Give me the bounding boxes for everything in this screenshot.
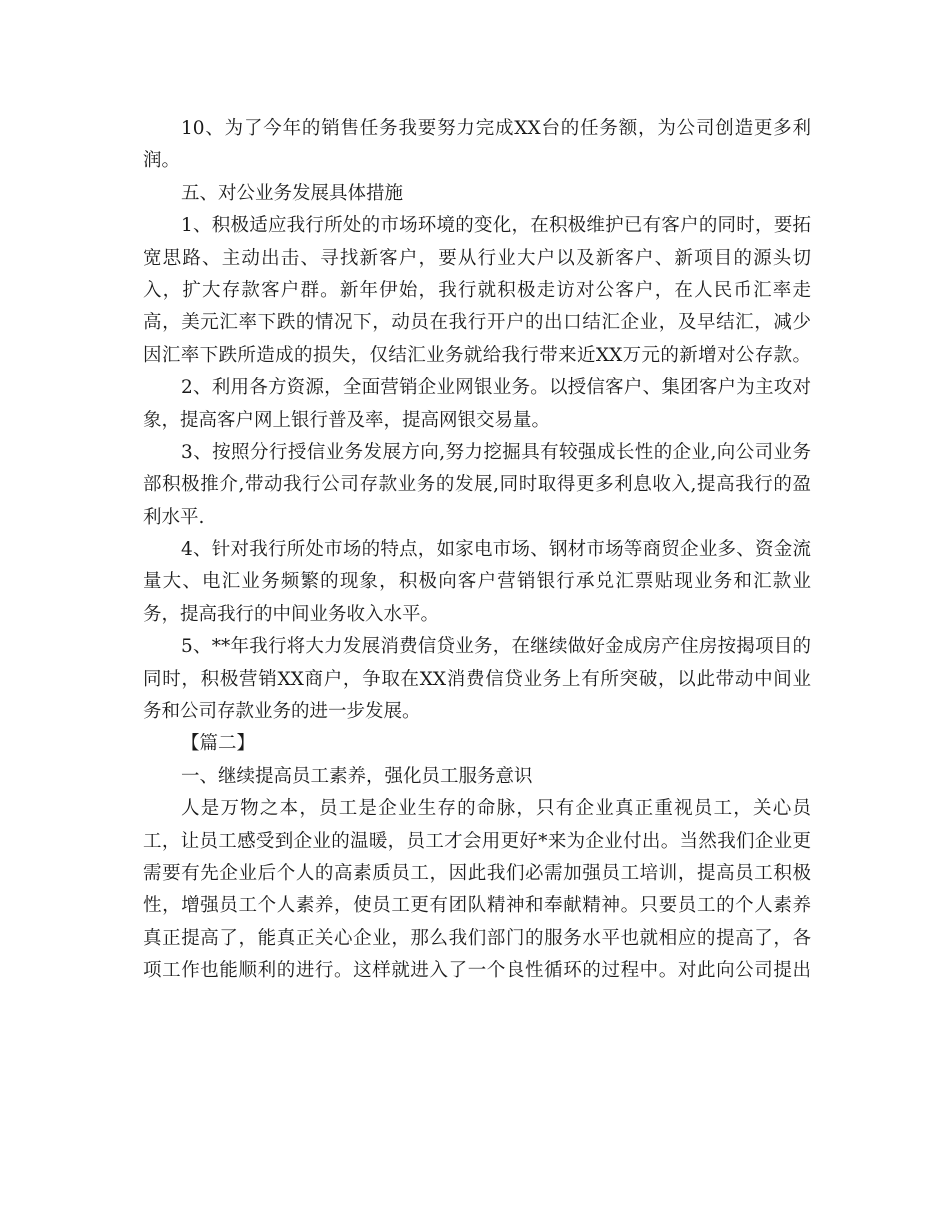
paragraph-line: 润。 [143,150,181,172]
paragraph-line: 同时，积极营销XX商户，争取在XX消费信贷业务上有所突破，以此带动中间业 [143,668,811,690]
paragraph-line: 工，让员工感受到企业的温暖，员工才会用更好*来为企业付出。当然我们企业更 [143,830,811,852]
paragraph-line: 真正提高了，能真正关心企业，那么我们部门的服务水平也就相应的提高了，各 [143,927,811,949]
paragraph-line: 因汇率下跌所造成的损失，仅结汇业务就给我行带来近XX万元的新增对公存款。 [143,344,811,366]
paragraph-line: 高，美元汇率下跌的情况下，动员在我行开户的出口结汇企业，及早结汇，减少 [143,312,811,334]
paragraph-line: 10、为了今年的销售任务我要努力完成XX台的任务额，为公司创造更多利 [181,118,811,139]
paragraph-line: 3、按照分行授信业务发展方向,努力挖掘具有较强成长性的企业,向公司业务 [181,441,811,463]
paragraph-line: 性，增强员工个人素养，使员工更有团队精神和奉献精神。只要员工的个人素养 [143,895,811,917]
paragraph-line: 5、**年我行将大力发展消费信贷业务，在继续做好金成房产住房按揭项目的 [181,636,811,658]
section-heading: 五、对公业务发展具体措施 [181,182,404,204]
section-heading: 一、继续提高员工素养，强化员工服务意识 [181,765,533,787]
paragraph-line: 需要有先企业后个人的高素质员工，因此我们必需加强员工培训，提高员工积极 [143,862,811,884]
paragraph-line: 象，提高客户网上银行普及率，提高网银交易量。 [143,409,551,431]
paragraph-line: 入，扩大存款客户群。新年伊始，我行就积极走访对公客户，在人民币汇率走 [143,279,811,301]
paragraph-line: 务，提高我行的中间业务收入水平。 [143,603,440,625]
paragraph-line: 部积极推介,带动我行公司存款业务的发展,同时取得更多利息收入,提高我行的盈 [143,474,811,496]
paragraph-line: 1、积极适应我行所处的市场环境的变化，在积极维护已有客户的同时，要拓 [181,215,811,237]
document-body [143,113,811,988]
paragraph-line: 宽思路、主动出击、寻找新客户，要从行业大户以及新客户、新项目的源头切 [143,247,811,269]
paragraph-line: 量大、电汇业务频繁的现象，积极向客户营销银行承兑汇票贴现业务和汇款业 [143,571,811,593]
paragraph-line: 务和公司存款业务的进一步发展。 [143,701,421,723]
paragraph-line: 2、利用各方资源，全面营销企业网银业务。以授信客户、集团客户为主攻对 [181,377,811,399]
paragraph-line: 利水平. [143,506,205,528]
paragraph-line: 人是万物之本，员工是企业生存的命脉，只有企业真正重视员工，关心员 [181,798,811,820]
paragraph-line: 项工作也能顺利的进行。这样就进入了一个良性循环的过程中。对此向公司提出 [143,960,811,982]
part-heading: 【篇二】 [181,733,256,755]
paragraph-line: 4、针对我行所处市场的特点，如家电市场、钢材市场等商贸企业多、资金流 [181,539,811,561]
